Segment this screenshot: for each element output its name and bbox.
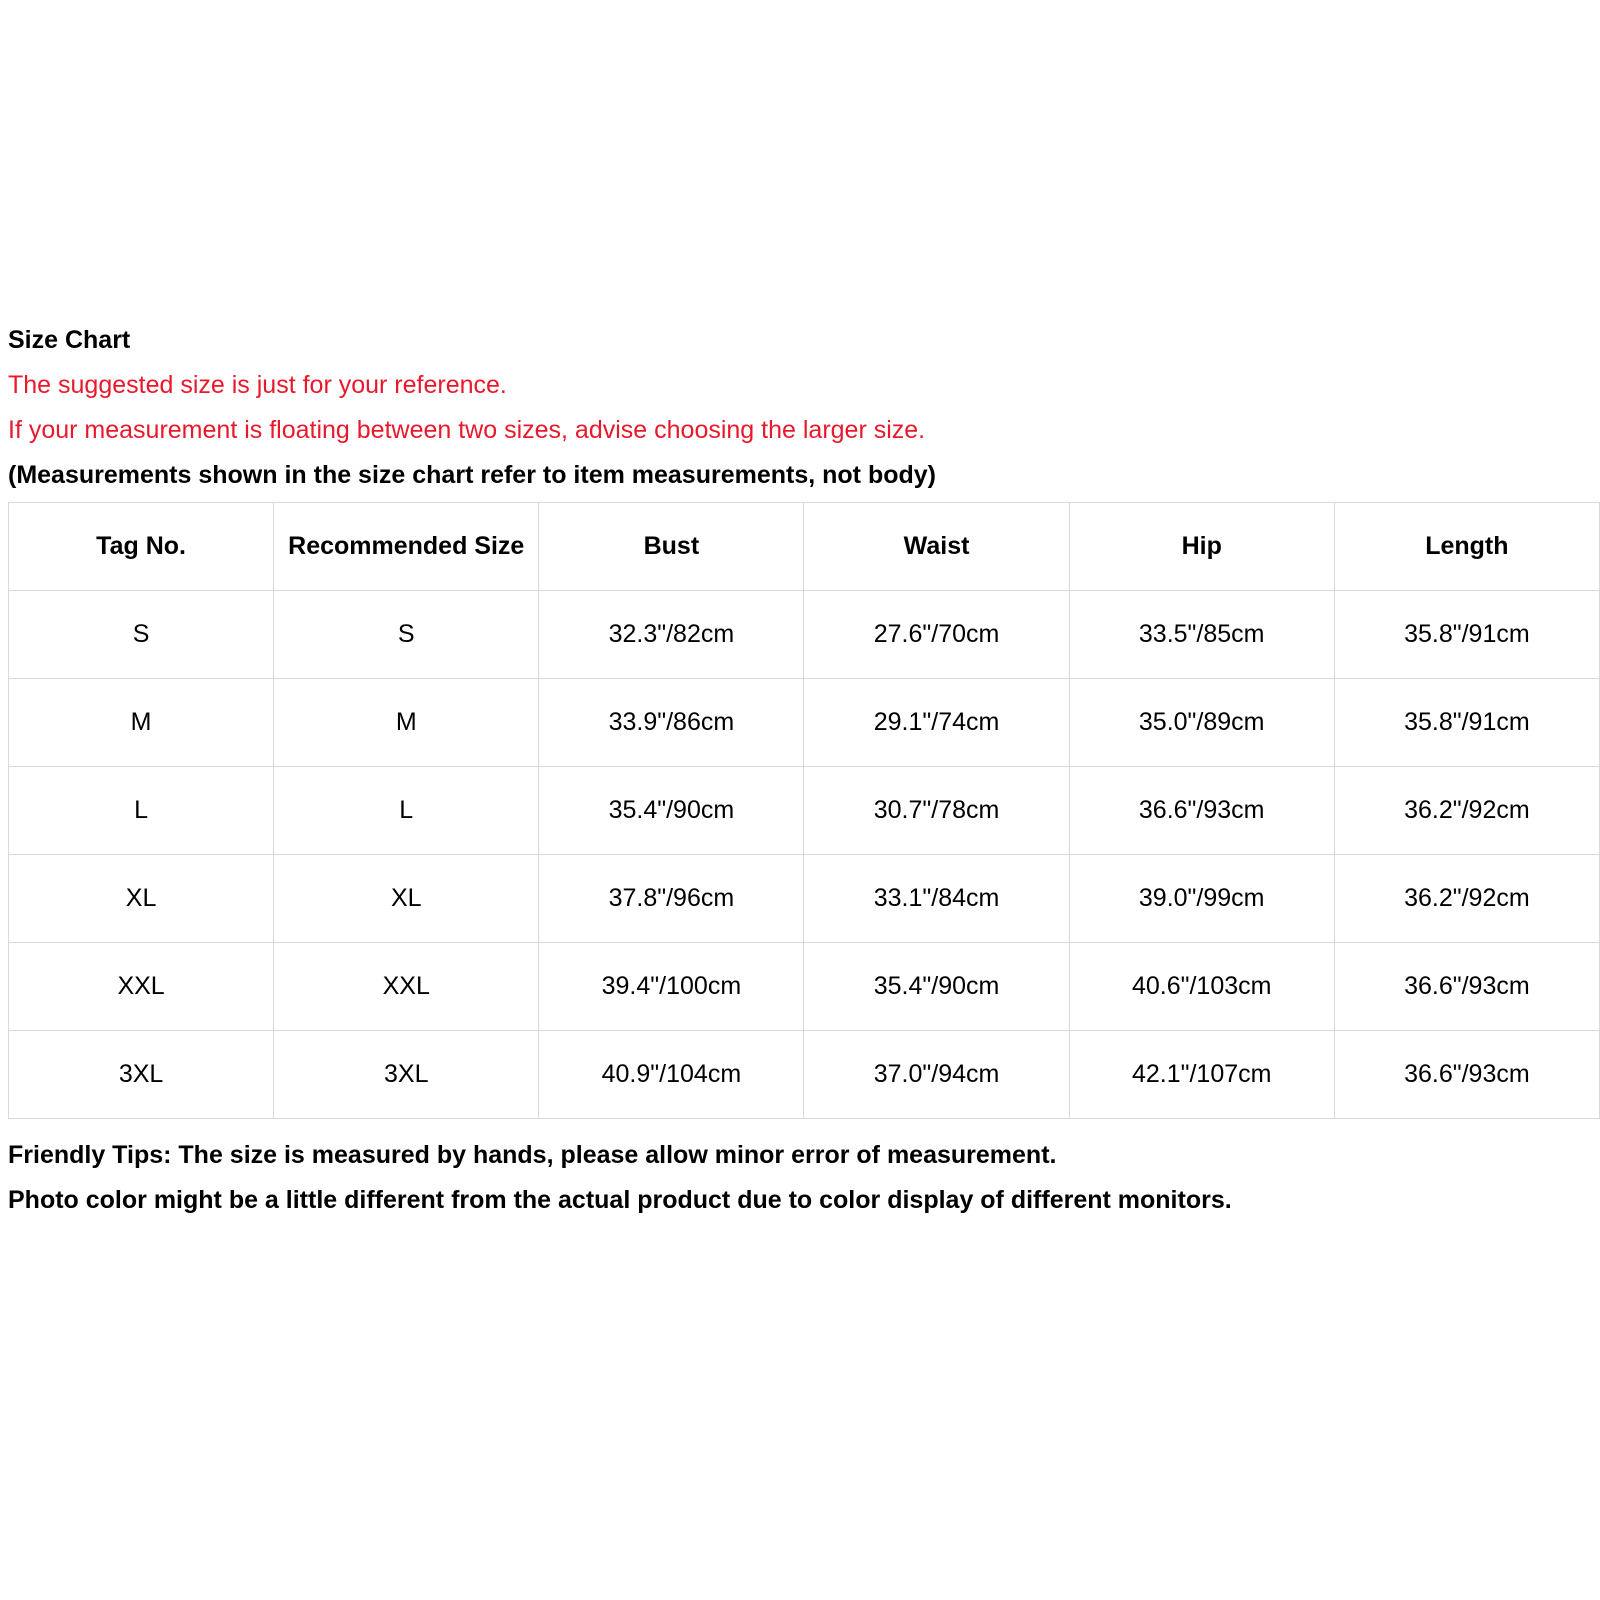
cell-hip: 39.0"/99cm	[1069, 855, 1334, 943]
cell-length: 36.2"/92cm	[1334, 855, 1599, 943]
cell-waist: 33.1"/84cm	[804, 855, 1069, 943]
table-row	[9, 943, 1600, 1031]
measurement-note: (Measurements shown in the size chart refer to item measurements, not body)	[8, 461, 936, 489]
cell-recommended-size: M	[274, 679, 539, 767]
cell-tag-no: 3XL	[9, 1031, 274, 1119]
cell-tag-no: XL	[9, 855, 274, 943]
cell-recommended-size: XL	[274, 855, 539, 943]
column-header-length: Length	[1334, 503, 1599, 591]
cell-waist: 37.0"/94cm	[804, 1031, 1069, 1119]
cell-bust: 35.4"/90cm	[539, 767, 804, 855]
cell-bust: 32.3"/82cm	[539, 591, 804, 679]
column-header-hip: Hip	[1069, 503, 1334, 591]
cell-hip: 36.6"/93cm	[1069, 767, 1334, 855]
cell-tag-no: M	[9, 679, 274, 767]
column-header-tag-no: Tag No.	[9, 503, 274, 591]
cell-bust: 37.8"/96cm	[539, 855, 804, 943]
column-header-bust: Bust	[539, 503, 804, 591]
cell-length: 36.6"/93cm	[1334, 943, 1599, 1031]
cell-length: 36.2"/92cm	[1334, 767, 1599, 855]
cell-recommended-size: XXL	[274, 943, 539, 1031]
table-row	[9, 591, 1600, 679]
table-row	[9, 1031, 1600, 1119]
size-chart-document	[8, 318, 1600, 1223]
column-header-recommended-size: Recommended Size	[274, 503, 539, 591]
cell-waist: 30.7"/78cm	[804, 767, 1069, 855]
cell-length: 35.8"/91cm	[1334, 679, 1599, 767]
cell-tag-no: S	[9, 591, 274, 679]
table-row	[9, 767, 1600, 855]
cell-bust: 33.9"/86cm	[539, 679, 804, 767]
cell-recommended-size: L	[274, 767, 539, 855]
cell-hip: 35.0"/89cm	[1069, 679, 1334, 767]
cell-recommended-size: S	[274, 591, 539, 679]
cell-recommended-size: 3XL	[274, 1031, 539, 1119]
cell-hip: 42.1"/107cm	[1069, 1031, 1334, 1119]
cell-length: 35.8"/91cm	[1334, 591, 1599, 679]
table-header-row	[9, 503, 1600, 591]
cell-tag-no: XXL	[9, 943, 274, 1031]
cell-waist: 27.6"/70cm	[804, 591, 1069, 679]
table-row	[9, 855, 1600, 943]
cell-bust: 40.9"/104cm	[539, 1031, 804, 1119]
cell-bust: 39.4"/100cm	[539, 943, 804, 1031]
color-tip: Photo color might be a little different from the actual product due to color display of different monitors.	[8, 1186, 1232, 1214]
cell-length: 36.6"/93cm	[1334, 1031, 1599, 1119]
cell-hip: 33.5"/85cm	[1069, 591, 1334, 679]
cell-hip: 40.6"/103cm	[1069, 943, 1334, 1031]
cell-tag-no: L	[9, 767, 274, 855]
measurement-tip: Friendly Tips: The size is measured by hands, please allow minor error of measurement.	[8, 1141, 1057, 1169]
size-table	[8, 502, 1600, 1119]
column-header-waist: Waist	[804, 503, 1069, 591]
reference-note: The suggested size is just for your reference.	[8, 371, 507, 399]
table-row	[9, 679, 1600, 767]
page-title: Size Chart	[8, 326, 131, 354]
size-advice-note: If your measurement is floating between two sizes, advise choosing the larger size.	[8, 416, 926, 444]
cell-waist: 29.1"/74cm	[804, 679, 1069, 767]
cell-waist: 35.4"/90cm	[804, 943, 1069, 1031]
